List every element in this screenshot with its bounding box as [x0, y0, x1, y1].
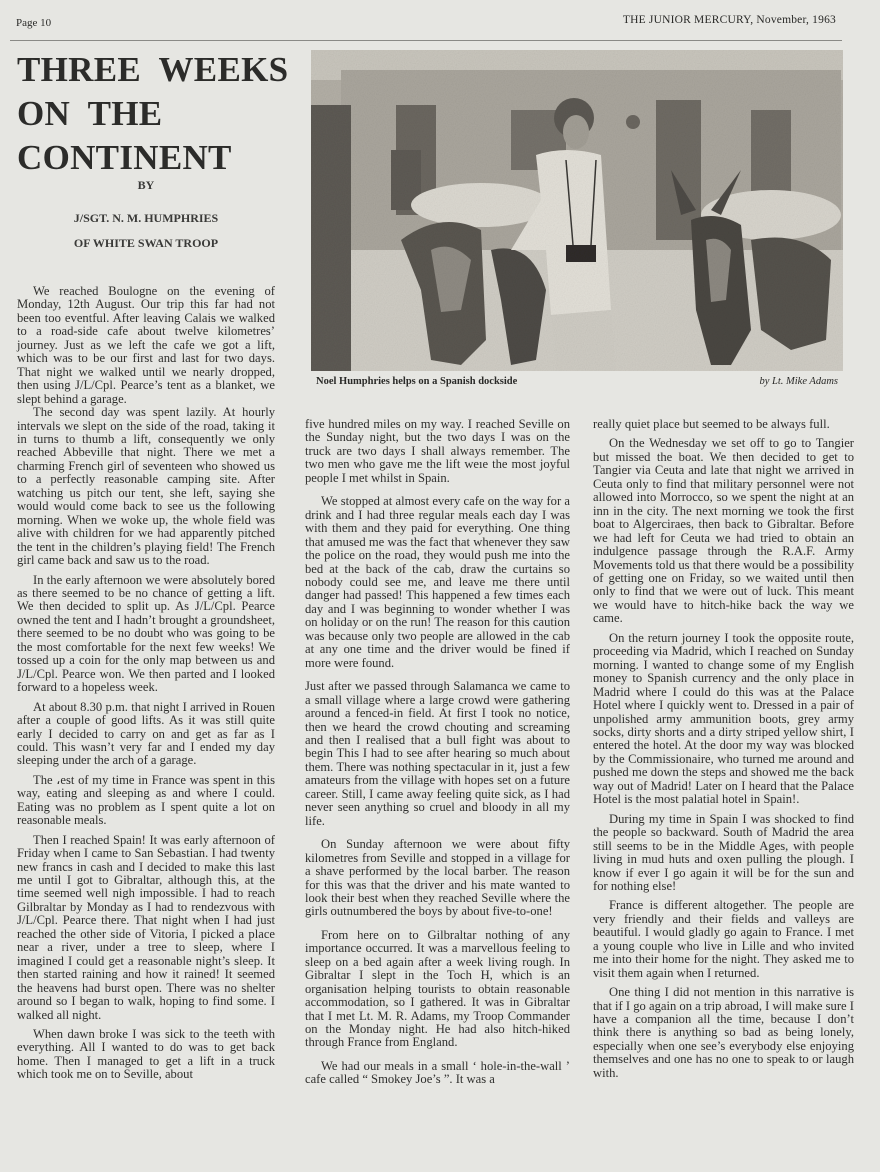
author-name: J/SGT. N. M. HUMPHRIES — [73, 211, 219, 225]
article-photo — [311, 50, 843, 371]
photo-credit: by Lt. Mike Adams — [759, 376, 838, 387]
paragraph: France is different altogether. The people are very friendly and their fields and valleys are beautiful. I would gladly go again to France. I met a young couple who live in Lille and who invited me into their home for the night. They asked me to visit them again when I returned. — [593, 898, 854, 980]
paragraph: On the return journey I took the opposite route, proceeding via Madrid, which I reached on Sunday morning. I wanted to change some of my English money to Spanish currency and the only place in Madrid where I could do this was at the Palace Hotel where I quickly went to. Dressed in a pair of unpolished army ammunition boots, grey army socks, dirty shorts and a dirty striped yellow shirt, I entered the hotel. At the door my way was blocked by the Commissionaire, who turned me around and pushed me down the steps and showed me the back way out of Madrid! Later on I heard that the Palace Hotel is the most palatial hotel in Spain!. — [593, 630, 854, 807]
author-troop: OF WHITE SWAN TROOP — [73, 236, 219, 250]
paragraph: When dawn broke I was sick to the teeth with everything. All I wanted to do was to get back home. Then I managed to get a lift in a truck which took me on to Seville, about — [17, 1027, 275, 1082]
paragraph: One thing I did not mention in this narrative is that if I go again on a trip abroad, I will make sure I have a companion all the time, because I don’t think there is anything so bad as being lonely, especially when one see’s everybody else enjoying themselves and one has no one to speak to or laugh with. — [593, 985, 854, 1080]
byline-by: BY — [137, 178, 155, 192]
paragraph: Then I reached Spain! It was early afternoon of Friday when I came to San Sebastian. I had twenty new francs in cash and I decided to make this last me until I got to Gibraltar, although this, at the time seemed well nigh impossible. I had to reach Gilbraltar by Monday as I had to rendezvous with J/L/Cpl. Pearce there. That night when I had just reached the other side of Vitoria, I picked a place near a river, under a tree to sleep, where I imagined I could get a reasonable night’s sleep. It then started raining and how it rained! It seemed the heavens had burst open. There was no shelter around so I began to walk, hoping to find some. I walked all night. — [17, 832, 275, 1022]
paragraph: We had our meals in a small ‘ hole-in-the-wall ’ cafe called “ Smokey Joe’s ”. It was a — [305, 1058, 570, 1087]
title-line: THREE WEEKS — [17, 50, 289, 89]
article-title — [17, 48, 287, 180]
page-number: Page 10 — [16, 17, 52, 29]
paragraph: On the Wednesday we set off to go to Tangier but missed the boat. We then decided to get to Tangier via Ceuta and late that night we arrived in Ceuta only to find that military personnel were not allowed into Morrocco, so we spent the night at an inn in the city. The next morning we took the first boat to Algerciraes, then back to Gibraltar. Before we had left for Ceuta we had tried to obtain an indulgence passage through the R.A.F. Army Movements told us that there would be a possibility of getting one on Friday, so we waited until then only to find that we were out of luck. This meant we would have to hitch-hike back the way we came. — [593, 436, 854, 626]
paragraph: At about 8.30 p.m. that night I arrived in Rouen after a couple of good lifts. As it was still quite early I decided to carry on and get as far as I could. This wasn’t very far and I ended my day sleeping under the arch of a garage. — [17, 699, 275, 768]
article-column-left — [17, 285, 275, 1082]
paragraph: From here on to Gilbraltar nothing of any importance occurred. It was a marvellous feeling to sleep on a bed again after a week living rough. In Gibraltar I slept in the Toch H, which is an organisation helping tourists to obtain reasonable accommodation, so I gathered. It was in Gibraltar that I met Lt. M. R. Adams, my Troop Commander on the Monday night. He had also hitch-hiked through France from England. — [305, 927, 570, 1050]
paragraph: The ،est of my time in France was spent in this way, eating and sleeping as and where I could. Eating was no problem as I spent quite a lot on reasonable meals. — [17, 772, 275, 828]
paragraph: During my time in Spain I was shocked to find the people so backward. South of Madrid the area still seems to be in the Middle Ages, with people living in mud huts and oxen pulling the plough. I know if ever I go again it will be for the sun and for nothing else! — [593, 811, 854, 893]
paragraph: The second day was spent lazily. At hourly intervals we slept on the side of the road, taking it in turns to thumb a lift, consequently we only reached Abbeville that night. There we met a charming French girl of seventeen who showed us to a perfectly reasonable camping site. After watching us pitch our tent, she left, saying she would would come back to see us the following morning. When we woke up, the whole field was alive with children for we had apparently pitched the tent in the children’s playing field! The French girl came back and saw us to the road. — [17, 405, 275, 568]
article-column-middle — [305, 418, 570, 1087]
paragraph: Just after we passed through Salamanca we came to a small village where a large crowd were gathering around a fenced-in field. At first I took no notice, then we heard the crowd chouting and screaming and then I realised that a bull fight was about to begin This I had to see after hearing so much about them. There was nothing spectacular in it, just a few amateurs from the village with hopes set on a future career. Still, I came away feeling quite sick, as I had never seen anything so cruel and bloody in all my life. — [305, 679, 570, 828]
title-line: CONTINENT — [17, 138, 232, 177]
title-line: ON THE — [17, 94, 163, 133]
paragraph: In the early afternoon we were absolutely bored as there seemed to be no chance of getting a lift. We then decided to split up. As J/L/Cpl. Pearce owned the tent and I hadn’t brought a groundsheet, there seemed to be no doubt who was going to be the most comfortable for the next few weeks! We tossed up a coin for the only map between us and J/L/Cpl. Pearce won. We then parted and I looked forward to a hopeless week. — [17, 572, 275, 695]
paragraph: We stopped at almost every cafe on the way for a drink and I had three regular meals each day I was with them and they paid for everything. One thing that amused me was the fact that whenever they saw the police on the road, they would push me into the bed at the back of the cab, draw the curtains so nobody could see me, and leave me there until danger had passed! This happened a few times each day and I was beginning to wonder whether I was on holiday or on the run! The reason for this caution was because only two people are allowed in the cab at any one time and the driver would be fined if more were found. — [305, 494, 570, 670]
paragraph: really quiet place but seemed to be always full. — [593, 417, 830, 431]
paragraph: On Sunday afternoon we were about fifty kilometres from Seville and stopped in a village for a shave performed by the local barber. The reason for this was that the driver and his mate wanted to look their best when they reached Seville where the girls outnumbered the boys by about five-to-one! — [305, 837, 570, 919]
paragraph: We reached Boulogne on the evening of Monday, 12th August. Our trip this far had not been too eventful. After leaving Calais we walked to a road-side cafe about twelve kilometres’ journey. Just as we left the cafe we got a lift, which was to be our first and last for two days. That night we walked until we nearly dropped, then using J/L/Cpl. Pearce’s tent as a blanket, we slept behind a garage. — [17, 284, 275, 406]
publication-header: THE JUNIOR MERCURY, November, 1963 — [622, 14, 836, 26]
paragraph: five hundred miles on my way. I reached Seville on the Sunday night, but the two days I was on the truck are two days I shall always remember. The two men who gave me the lift weıe the most joyful people I met whilst in Spain. — [305, 417, 570, 485]
donkeys-photo-illustration — [311, 50, 843, 371]
header-rule — [10, 40, 842, 41]
article-column-right — [593, 418, 854, 1080]
photo-caption: Noel Humphries helps on a Spanish dockside — [316, 376, 518, 387]
